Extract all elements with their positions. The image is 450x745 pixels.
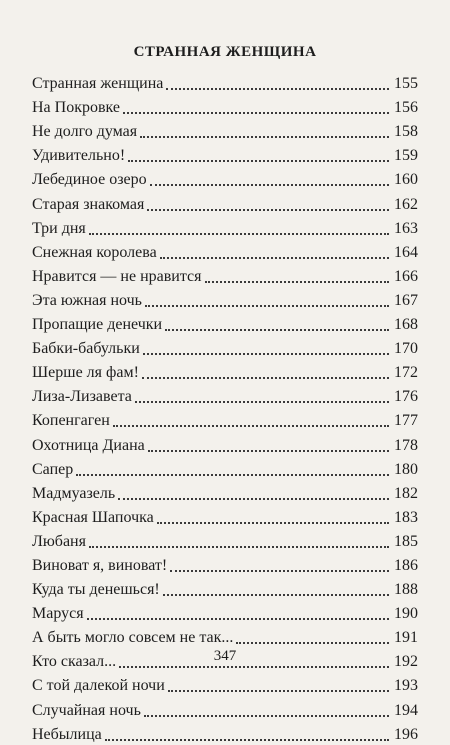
toc-entry-page: 182 xyxy=(394,484,418,502)
toc-entry-page: 160 xyxy=(394,171,418,189)
toc-entry xyxy=(32,624,418,648)
toc-entry-page: 180 xyxy=(394,460,418,478)
toc-entry-title: На Покровке xyxy=(32,99,121,117)
toc-entry-title: Бабки-бабульки xyxy=(32,340,140,358)
toc-entry xyxy=(32,118,418,142)
toc-entry-title: С той далекой ночи xyxy=(32,677,165,695)
dot-leader xyxy=(145,305,389,307)
toc-entry-title: Старая знакомая xyxy=(32,195,145,213)
toc-entry xyxy=(32,407,418,431)
toc-entry-page: 168 xyxy=(394,316,418,334)
toc-entry xyxy=(32,311,418,335)
toc-entry-title: Любаня xyxy=(32,532,86,550)
toc-entry xyxy=(32,94,418,118)
toc-entry-title: Три дня xyxy=(32,219,86,237)
toc-entry xyxy=(32,696,418,720)
toc-entry xyxy=(32,263,418,287)
toc-entry-page: 155 xyxy=(394,75,418,93)
dot-leader xyxy=(105,739,389,741)
toc-entry xyxy=(32,504,418,528)
toc-entry-title: Виноват я, виноват! xyxy=(32,556,168,574)
toc-entry-title: Эта южная ночь xyxy=(32,291,142,309)
toc-entry-title: Шерше ля фам! xyxy=(32,364,139,382)
dot-leader xyxy=(89,233,389,235)
toc-entry-page: 158 xyxy=(394,123,418,141)
toc-entry xyxy=(32,528,418,552)
toc-entry-title: Случайная ночь xyxy=(32,701,141,719)
dot-leader xyxy=(163,594,389,596)
toc-entry-title: Охотница Диана xyxy=(32,436,145,454)
toc-entry xyxy=(32,215,418,239)
dot-leader xyxy=(76,474,389,476)
toc-entry-page: 177 xyxy=(394,412,418,430)
toc-entry-title: Красная Шапочка xyxy=(32,508,154,526)
dot-leader xyxy=(140,136,389,138)
toc-entry xyxy=(32,190,418,214)
dot-leader xyxy=(135,401,389,403)
toc-entry-page: 166 xyxy=(394,267,418,285)
toc-entry-title: Странная женщина xyxy=(32,75,164,93)
section-title: СТРАННАЯ ЖЕНЩИНА xyxy=(133,44,317,60)
dot-leader xyxy=(157,522,389,524)
toc-entry xyxy=(32,431,418,455)
toc-entry-title: Удивительно! xyxy=(32,147,126,165)
dot-leader xyxy=(119,666,389,668)
toc-entry xyxy=(32,166,418,190)
table-of-contents xyxy=(32,70,418,745)
toc-entry xyxy=(32,456,418,480)
dot-leader xyxy=(168,690,389,692)
dot-leader xyxy=(166,88,389,90)
toc-entry-page: 191 xyxy=(394,629,418,647)
toc-entry xyxy=(32,359,418,383)
dot-leader xyxy=(143,353,389,355)
toc-entry-title: Кто сказал... xyxy=(32,653,117,671)
dot-leader xyxy=(123,112,389,114)
toc-entry-page: 170 xyxy=(394,340,418,358)
dot-leader xyxy=(147,209,389,211)
toc-entry-title: Снежная королева xyxy=(32,243,157,261)
dot-leader xyxy=(89,546,389,548)
toc-entry-title: Лебединое озеро xyxy=(32,171,147,189)
toc-entry-page: 190 xyxy=(394,605,418,623)
toc-entry xyxy=(32,70,418,94)
dot-leader xyxy=(113,425,389,427)
toc-entry-page: 167 xyxy=(394,291,418,309)
toc-entry-page: 172 xyxy=(394,364,418,382)
toc-entry-title: Нравится — не нравится xyxy=(32,267,202,285)
toc-entry-page: 176 xyxy=(394,388,418,406)
toc-entry-title: Копенгаген xyxy=(32,412,110,430)
toc-entry-page: 192 xyxy=(394,653,418,671)
toc-entry xyxy=(32,383,418,407)
toc-entry-title: Лиза-Лизавета xyxy=(32,388,132,406)
dot-leader xyxy=(236,642,389,644)
dot-leader xyxy=(142,377,389,379)
toc-entry xyxy=(32,672,418,696)
toc-entry xyxy=(32,721,418,745)
toc-entry-title: Мадмуазель xyxy=(32,484,116,502)
toc-entry-page: 164 xyxy=(394,243,418,261)
dot-leader xyxy=(144,715,389,717)
toc-entry-page: 162 xyxy=(394,195,418,213)
dot-leader xyxy=(128,160,389,162)
toc-entry-page: 188 xyxy=(394,581,418,599)
toc-entry-title: Маруся xyxy=(32,605,84,623)
toc-entry-title: Небылица xyxy=(32,725,102,743)
toc-entry-title: Не долго думая xyxy=(32,123,138,141)
toc-entry-page: 193 xyxy=(394,677,418,695)
toc-entry-title: Сапер xyxy=(32,460,74,478)
toc-entry-page: 163 xyxy=(394,219,418,237)
toc-entry-title: Куда ты денешься! xyxy=(32,581,160,599)
toc-entry xyxy=(32,576,418,600)
toc-entry-page: 196 xyxy=(394,725,418,743)
toc-entry-page: 178 xyxy=(394,436,418,454)
dot-leader xyxy=(165,329,389,331)
toc-entry xyxy=(32,335,418,359)
toc-entry-page: 159 xyxy=(394,147,418,165)
toc-entry xyxy=(32,600,418,624)
dot-leader xyxy=(87,618,389,620)
toc-entry-title: А быть могло совсем не так... xyxy=(32,629,234,647)
dot-leader xyxy=(160,257,389,259)
toc-entry-title: Пропащие денечки xyxy=(32,316,163,334)
toc-entry-page: 156 xyxy=(394,99,418,117)
toc-entry xyxy=(32,142,418,166)
toc-entry xyxy=(32,480,418,504)
dot-leader xyxy=(150,184,389,186)
toc-entry xyxy=(32,552,418,576)
page-number: 347 xyxy=(213,648,237,664)
dot-leader xyxy=(170,570,389,572)
toc-entry-page: 194 xyxy=(394,701,418,719)
toc-entry-page: 186 xyxy=(394,556,418,574)
toc-entry xyxy=(32,287,418,311)
toc-entry-page: 183 xyxy=(394,508,418,526)
dot-leader xyxy=(148,450,389,452)
dot-leader xyxy=(118,498,389,500)
dot-leader xyxy=(205,281,389,283)
toc-entry-page: 185 xyxy=(394,532,418,550)
toc-entry xyxy=(32,239,418,263)
